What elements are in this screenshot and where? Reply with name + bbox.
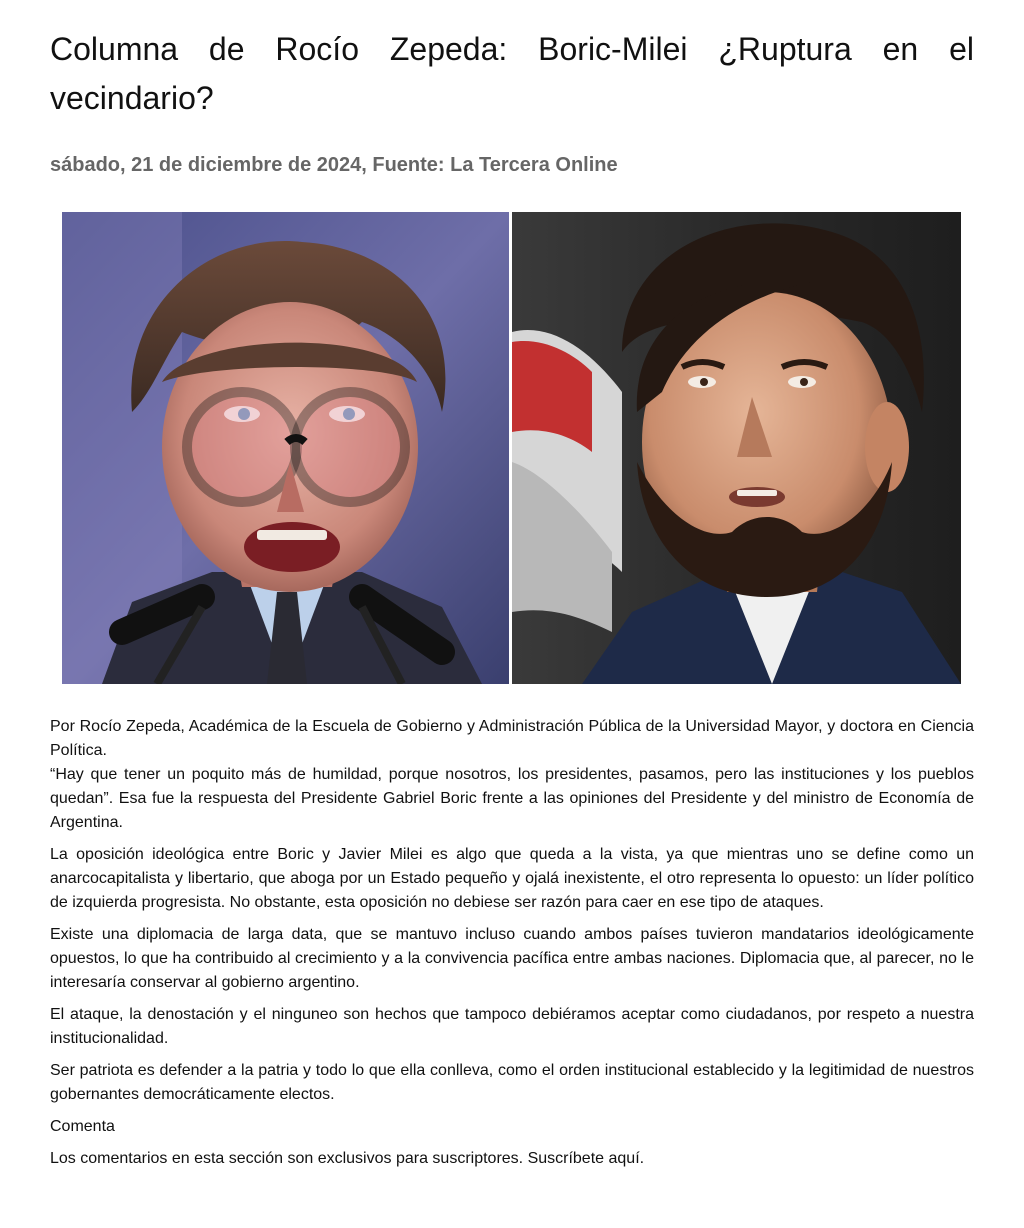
article-body — [50, 715, 974, 1179]
article-paragraph: “Hay que tener un poquito más de humildad, porque nosotros, los presidentes, pasamos, pero las instituciones y los pueblos quedan”. Esa fue la respuesta del Presidente Gabriel Boric frente a las opiniones del Presidente y del ministro de Economía de Argentina. — [50, 766, 974, 831]
article-paragraph: La oposición ideológica entre Boric y Javier Milei es algo que queda a la vista, ya que mientras uno se define como un anarcocapitalista y libertario, que aboga por un Estado pequeño y ojalá inexistente, el otro representa lo opuesto: un líder político de izquierda progresista. No obstante, esta oposición no debiese ser razón para caer en ese tipo de ataques. — [50, 846, 974, 911]
article-dateline: sábado, 21 de diciembre de 2024, Fuente: La Tercera Online — [50, 154, 618, 176]
article-paragraph: Ser patriota es defender a la patria y todo lo que ella conlleva, como el orden institucional establecido y la legitimidad de nuestros gobernantes democráticamente electos. — [50, 1062, 974, 1103]
article-photo — [62, 212, 961, 684]
subscriber-notice[interactable]: Los comentarios en esta sección son exclusivos para suscriptores. Suscríbete aquí. — [50, 1150, 645, 1167]
article-paragraph: Existe una diplomacia de larga data, que se mantuvo incluso cuando ambos países tuvieron mandatarios ideológicamente opuestos, lo que ha contribuido al crecimiento y a la convivencia pacífica entre ambas naciones. Diplomacia que, al parecer, no le interesaría conservar al gobierno argentino. — [50, 926, 974, 991]
photo-left-portrait — [62, 212, 509, 684]
photo-right-portrait — [512, 212, 961, 684]
article-byline: Por Rocío Zepeda, Académica de la Escuela de Gobierno y Administración Pública de la Universidad Mayor, y doctora en Ciencia Política. — [50, 718, 974, 759]
comment-heading: Comenta — [50, 1118, 115, 1135]
article — [50, 0, 974, 1167]
article-paragraph: El ataque, la denostación y el ninguneo son hechos que tampoco debiéramos aceptar como ciudadanos, por respeto a nuestra institucionalidad. — [50, 1006, 974, 1047]
article-title: Columna de Rocío Zepeda: Boric-Milei ¿Ruptura en el vecindario? — [50, 31, 974, 116]
